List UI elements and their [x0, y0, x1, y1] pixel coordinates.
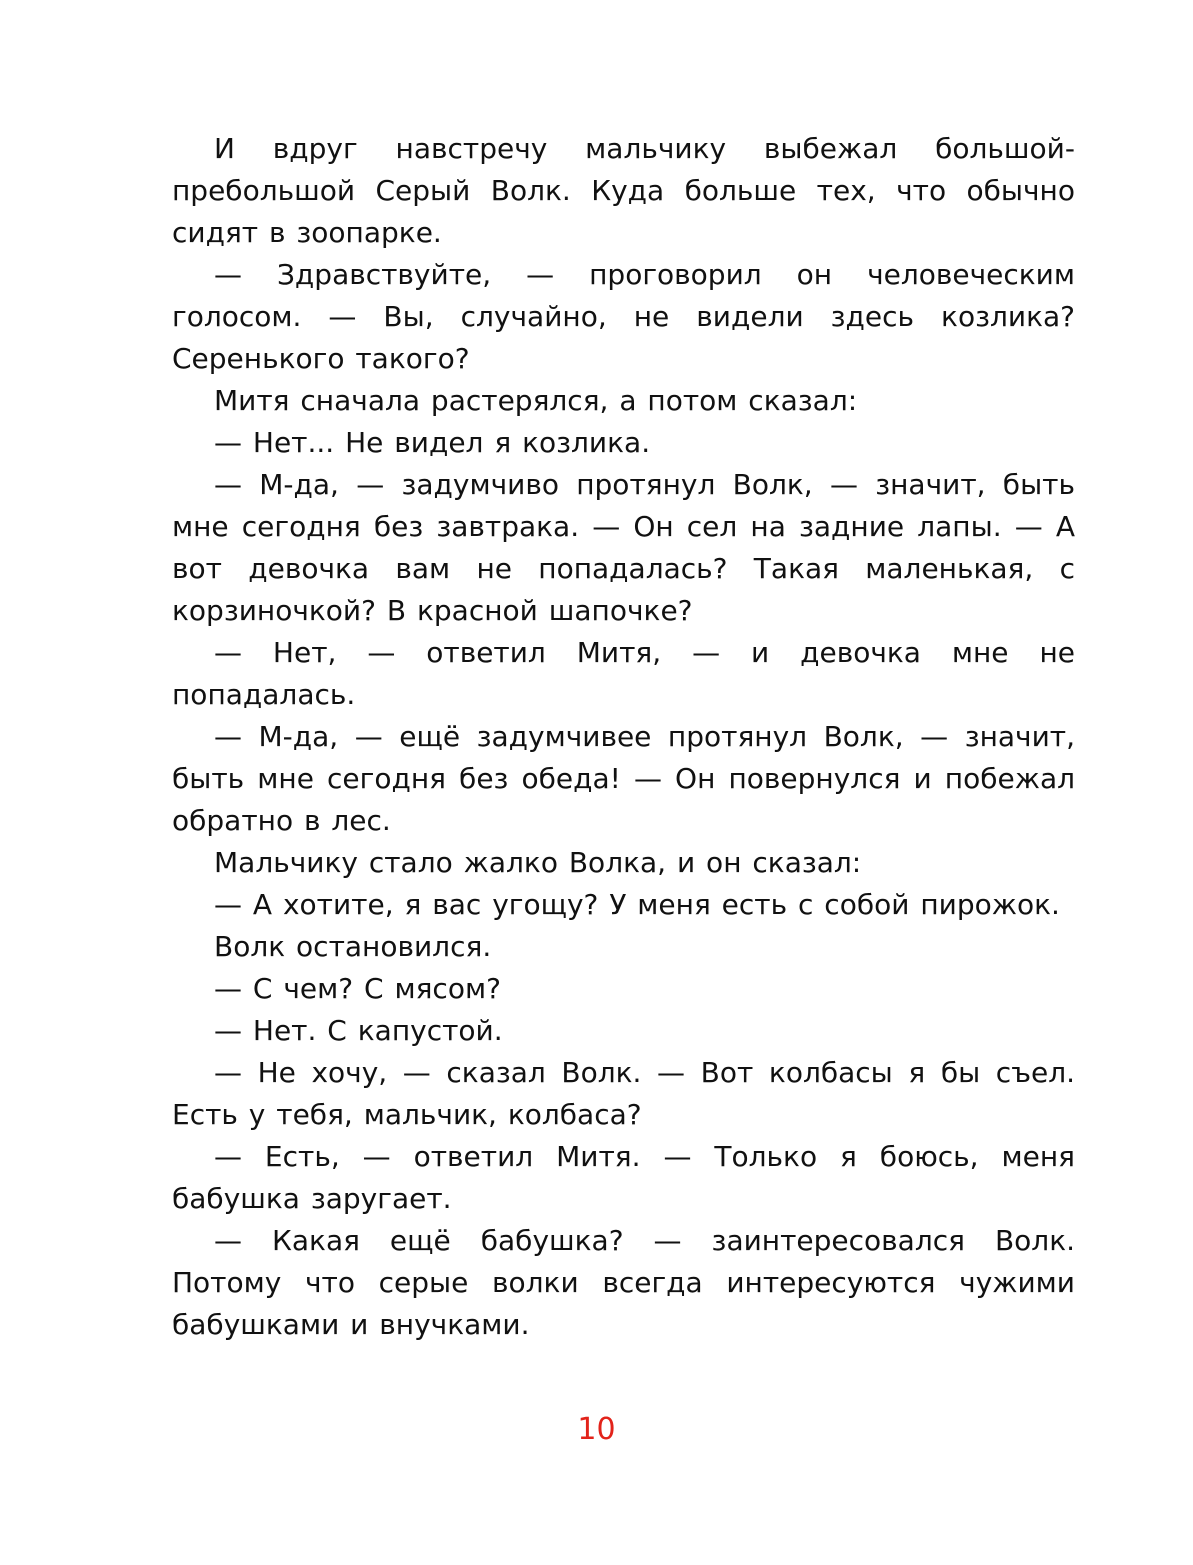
paragraph: — С чем? С мясом?: [214, 972, 501, 1005]
paragraph: И вдруг навстречу мальчику выбежал большой-пребольшой Серый Волк. Куда больше тех, что обычно сидят в зоопарке.: [172, 132, 1075, 249]
paragraph: — Какая ещё бабушка? — заинтересовался Волк. Потому что серые волки всегда интересуются чужими бабушками и внучками.: [172, 1224, 1075, 1341]
paragraph: — Не хочу, — сказал Волк. — Вот колбасы я бы съел. Есть у тебя, мальчик, колбаса?: [172, 1056, 1075, 1131]
paragraph: Митя сначала растерялся, а потом сказал:: [214, 384, 858, 417]
story-text: [172, 128, 1075, 1346]
page-number: 10: [577, 1412, 616, 1447]
paragraph: — М-да, — задумчиво протянул Волк, — значит, быть мне сегодня без завтрака. — Он сел на задние лапы. — А вот девочка вам не попадалась? Такая маленькая, с корзиночкой? В красной шапочке?: [172, 468, 1075, 627]
paragraph: — Нет, — ответил Митя, — и девочка мне не попадалась.: [172, 636, 1075, 711]
paragraph: — М-да, — ещё задумчивее протянул Волк, — значит, быть мне сегодня без обеда! — Он повернулся и побежал обратно в лес.: [172, 720, 1075, 837]
paragraph: Волк остановился.: [214, 930, 492, 963]
paragraph: — Здравствуйте, — проговорил он человеческим голосом. — Вы, случайно, не видели здесь козлика? Серенького такого?: [172, 258, 1075, 375]
paragraph: — Нет. С капустой.: [214, 1014, 503, 1047]
paragraph: — Есть, — ответил Митя. — Только я боюсь, меня бабушка заругает.: [172, 1140, 1075, 1215]
paragraph: — А хотите, я вас угощу? У меня есть с собой пирожок.: [214, 888, 1060, 921]
paragraph: — Нет... Не видел я козлика.: [214, 426, 651, 459]
paragraph: Мальчику стало жалко Волка, и он сказал:: [214, 846, 862, 879]
